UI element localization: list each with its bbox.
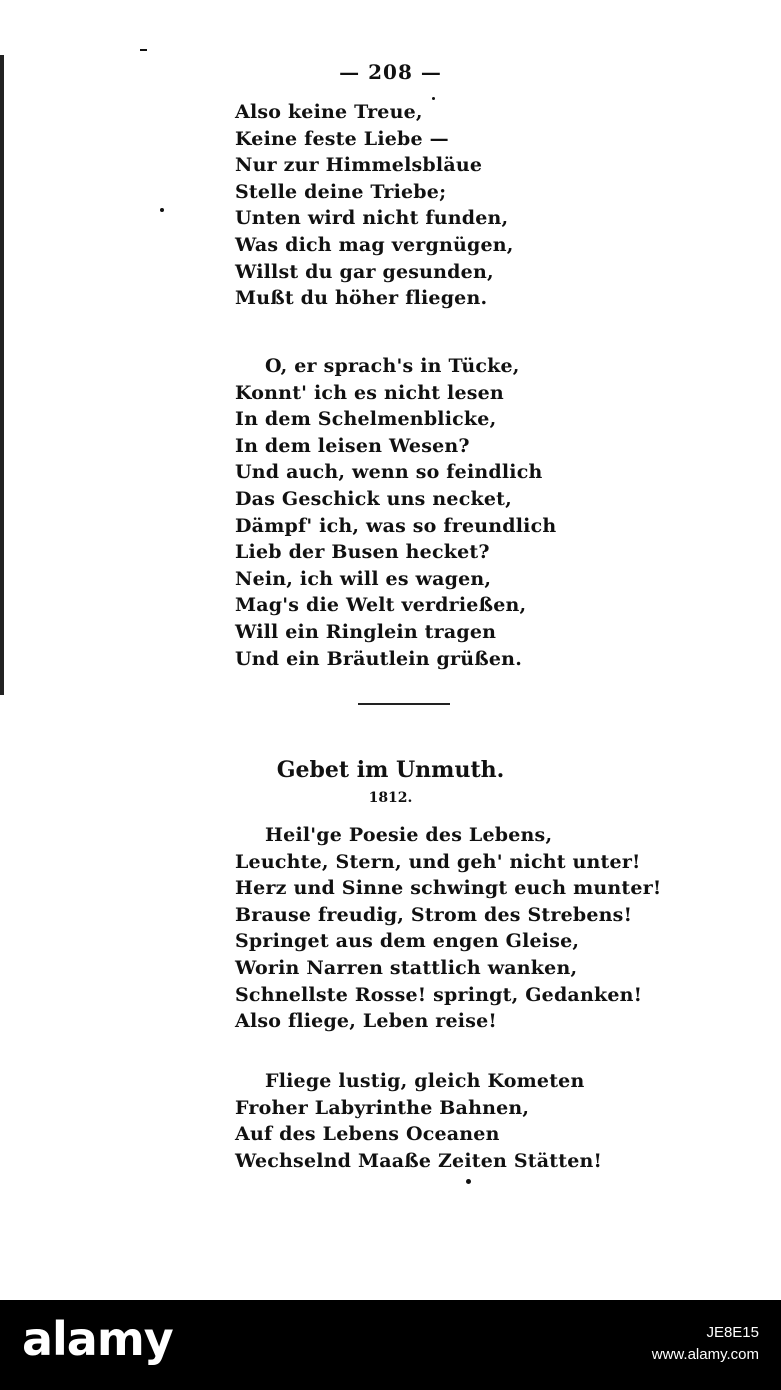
poem-stanza-2 xyxy=(235,1068,602,1174)
verse-line: Worin Narren stattlich wanken, xyxy=(235,956,578,979)
verse-line: In dem Schelmenblicke, xyxy=(235,408,497,431)
verse-line: In dem leisen Wesen? xyxy=(235,434,470,457)
poem-title: Gebet im Unmuth. xyxy=(276,757,505,783)
verse-line: Heil'ge Poesie des Lebens, xyxy=(265,824,553,846)
verse-line: Was dich mag vergnügen, xyxy=(235,233,514,256)
verse-line: Springet aus dem engen Gleise, xyxy=(235,930,580,953)
verse-line: Das Geschick uns necket, xyxy=(235,487,512,510)
stanza-1 xyxy=(235,99,514,312)
section-divider xyxy=(358,703,450,705)
verse-line: Nein, ich will es wagen, xyxy=(235,567,492,590)
verse-line: Dämpf' ich, was so freundlich xyxy=(235,514,557,537)
verse-line: Will ein Ringlein tragen xyxy=(235,620,497,643)
verse-line: Fliege lustig, gleich Kometen xyxy=(265,1070,585,1092)
verse-line: Mußt du höher fliegen. xyxy=(235,287,488,310)
brand-logo: alamy xyxy=(22,1312,173,1366)
verse-line: Konnt' ich es nicht lesen xyxy=(235,381,504,404)
verse-line: Also fliege, Leben reise! xyxy=(235,1010,497,1033)
verse-line: Also keine Treue, xyxy=(235,101,423,123)
verse-line: Herz und Sinne schwingt euch munter! xyxy=(235,877,662,900)
stanza-2 xyxy=(235,353,556,672)
verse-line: Brause freudig, Strom des Strebens! xyxy=(235,903,633,926)
verse-line: Nur zur Himmelsbläue xyxy=(235,154,483,177)
verse-line: Wechselnd Maaße Zeiten Stätten! xyxy=(235,1149,603,1172)
verse-line: Willst du gar gesunden, xyxy=(235,260,494,283)
scan-dot xyxy=(160,208,164,212)
verse-line: Schnellste Rosse! springt, Gedanken! xyxy=(235,983,643,1006)
scan-mark-left-edge xyxy=(0,55,4,695)
verse-line: Froher Labyrinthe Bahnen, xyxy=(235,1096,530,1119)
scan-dot xyxy=(466,1179,471,1184)
poem-stanza-1 xyxy=(235,822,661,1035)
site-url: www.alamy.com xyxy=(651,1346,759,1363)
verse-line: Mag's die Welt verdrießen, xyxy=(235,594,527,617)
verse-line: Auf des Lebens Oceanen xyxy=(235,1123,500,1146)
verse-line: Keine feste Liebe — xyxy=(235,127,449,150)
verse-line: Und auch, wenn so feindlich xyxy=(235,461,543,484)
image-id: JE8E15 xyxy=(706,1324,759,1341)
image-info xyxy=(652,1322,759,1366)
verse-line: Lieb der Busen hecket? xyxy=(235,541,490,564)
verse-line: O, er sprach's in Tücke, xyxy=(265,355,520,377)
verse-line: Leuchte, Stern, und geh' nicht unter! xyxy=(235,850,641,873)
scan-mark-dash xyxy=(140,49,147,51)
verse-line: Und ein Bräutlein grüßen. xyxy=(235,647,523,670)
page-number: — 208 — xyxy=(339,60,442,84)
verse-line: Stelle deine Triebe; xyxy=(235,180,447,203)
poem-year: 1812. xyxy=(368,790,413,806)
verse-line: Unten wird nicht funden, xyxy=(235,207,509,230)
